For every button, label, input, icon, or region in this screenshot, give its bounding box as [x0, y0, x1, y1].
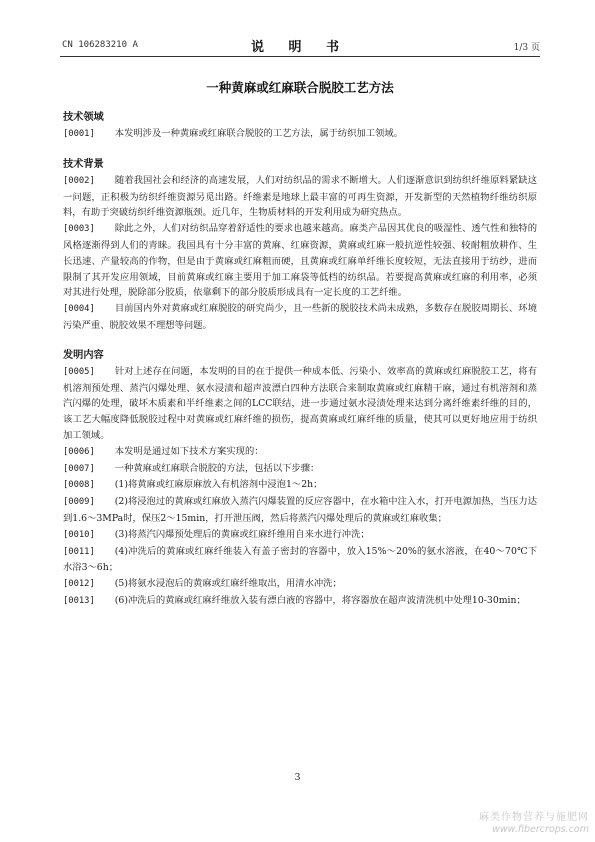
- paragraph-number: [0010]: [63, 529, 95, 540]
- paragraph-number: [0001]: [63, 129, 95, 139]
- section-invention-content: [63, 348, 537, 610]
- paragraph-number: [0003]: [63, 224, 95, 235]
- section-heading: 技术领域: [63, 112, 104, 123]
- watermark: [479, 812, 589, 836]
- page-indicator: 1/3 页: [513, 43, 540, 53]
- paragraph-number: [0004]: [63, 304, 95, 315]
- paragraph-number: [0008]: [63, 480, 95, 491]
- document-body: [63, 110, 537, 610]
- paragraph-text: 目前国内外对黄麻或红麻脱胶的研究尚少，且一些新的脱胶技术尚未成熟，多数存在脱胶周期长、环境污染严重、脱胶效果不理想等问题。: [63, 303, 537, 331]
- paragraph: [63, 173, 537, 221]
- paragraph: [63, 477, 537, 494]
- paragraph: [63, 126, 537, 143]
- paragraph-text: 除此之外，人们对纺织品穿着舒适性的要求也越来越高。麻类产品因其优良的吸湿性、透气性和独特的风格逐渐得到人们的青睐。我国具有十分丰富的黄麻、红麻资源，黄麻或红麻一般抗逆性较强、较耐粗放耕作、生长迅速、产量较高的作物，但是由于黄麻或红麻粗而硬，且黄麻或红麻单纤维长度较短，无法直接用于纺纱，进而限制了其开发应用领域，目前黄麻或红麻主要用于加工麻袋等低档的纺织品。若要提高黄麻或红麻的利用率，必须对其进行处理，脱除部分胶质，依靠剩下的部分胶质形成具有一定长度的工艺纤维。: [63, 223, 537, 299]
- paragraph-text: (1)将黄麻或红麻原麻放入有机溶剂中浸泡1～2h；: [114, 479, 323, 491]
- paragraph: [63, 544, 537, 577]
- paragraph-number: [0005]: [63, 366, 95, 377]
- paragraph-text: (6)冲洗后的黄麻或红麻纤维放入装有漂白液的容器中，将容器放在超声波清洗机中处理10-30min；: [114, 594, 526, 606]
- page-number: 3: [294, 772, 301, 783]
- paragraph-text: 一种黄麻或红麻联合脱胶的方法，包括以下步骤：: [114, 462, 320, 474]
- paragraph-text: 随着我国社会和经济的高速发展，人们对纺织品的需求不断增大。人们逐渐意识到纺织纤维原料紧缺这一问题，正积极为纺织纤维资源另觅出路。纤维素是地球上最丰富的可再生资源，开发新型的天然植物纤维纺织原料，有助于突破纺织纤维资源瓶颈。近几年，生物质材料的开发利用成为研究热点。: [63, 174, 537, 219]
- paragraph: [63, 593, 537, 610]
- paragraph: [63, 221, 537, 301]
- section-background: [63, 157, 537, 334]
- paragraph-text: 本发明涉及一种黄麻或红麻联合脱胶的工艺方法，属于纺织加工领域。: [114, 128, 403, 139]
- paragraph-number: [0006]: [63, 446, 95, 457]
- paragraph-text: 本发明是通过如下技术方案实现的：: [114, 445, 264, 457]
- paragraph: [63, 527, 537, 544]
- paragraph: [63, 444, 537, 461]
- section-technical-field: [63, 110, 537, 143]
- page-header: [60, 36, 540, 55]
- paragraph: [63, 576, 537, 593]
- header-divider: [60, 56, 540, 57]
- paragraph-number: [0012]: [63, 579, 95, 590]
- section-heading: 发明内容: [63, 349, 104, 361]
- paragraph-number: [0002]: [63, 175, 95, 186]
- paragraph-number: [0013]: [63, 595, 95, 606]
- paragraph-number: [0007]: [63, 463, 95, 474]
- watermark-url: www.fibercrops.com: [492, 824, 589, 835]
- paragraph: [63, 364, 537, 444]
- paragraph-text: (3)将蒸汽闪爆预处理后的黄麻或红麻纤维用自来水进行冲洗；: [114, 528, 370, 540]
- section-heading: 技术背景: [63, 158, 104, 170]
- watermark-site-name: 麻类作物营养与施肥网: [479, 812, 589, 823]
- publication-number: CN 106283210 A: [62, 40, 138, 50]
- paragraph: [63, 494, 537, 527]
- paragraph-text: (2)将浸泡过的黄麻或红麻放入蒸汽闪爆装置的反应容器中，在水箱中注入水，打开电源加热，当压力达到1.6～3MPa时，保压2～15min，打开泄压阀，然后将蒸汽闪爆处理后的黄麻或红麻收集；: [63, 496, 538, 524]
- paragraph-text: (5)将氨水浸泡后的黄麻或红麻纤维取出，用清水冲洗；: [114, 578, 342, 590]
- document-title: 一种黄麻或红麻联合脱胶工艺方法: [206, 80, 394, 95]
- paragraph-text: 针对上述存在问题，本发明的目的在于提供一种成本低、污染小、效率高的黄麻或红麻脱胶工艺，将有机溶剂预处理、蒸汽闪爆处理、氨水浸渍和超声波漂白四种方法联合来制取黄麻或红麻精干麻，通过有机溶剂和蒸汽闪爆的处理，破坏木质素和半纤维素之间的LCC联结，进一步通过氨水浸渍处理来达到分离纤维素纤维的目的，该工艺大幅度降低脱胶过程中对黄麻或红麻纤维的损伤，提高黄麻或红麻纤维的质量，使其可以更好地应用于纺织加工领域。: [63, 365, 537, 441]
- paragraph-text: (4)冲洗后的黄麻或红麻纤维装入有盖子密封的容器中，放入15%～20%的氨水溶液，在40～70℃下水浴3～6h；: [63, 545, 537, 574]
- paragraph-number: [0011]: [63, 546, 95, 557]
- paragraph-number: [0009]: [63, 497, 95, 508]
- paragraph: [63, 461, 537, 478]
- header-title: 说 明 书: [250, 40, 350, 55]
- paragraph: [63, 301, 537, 334]
